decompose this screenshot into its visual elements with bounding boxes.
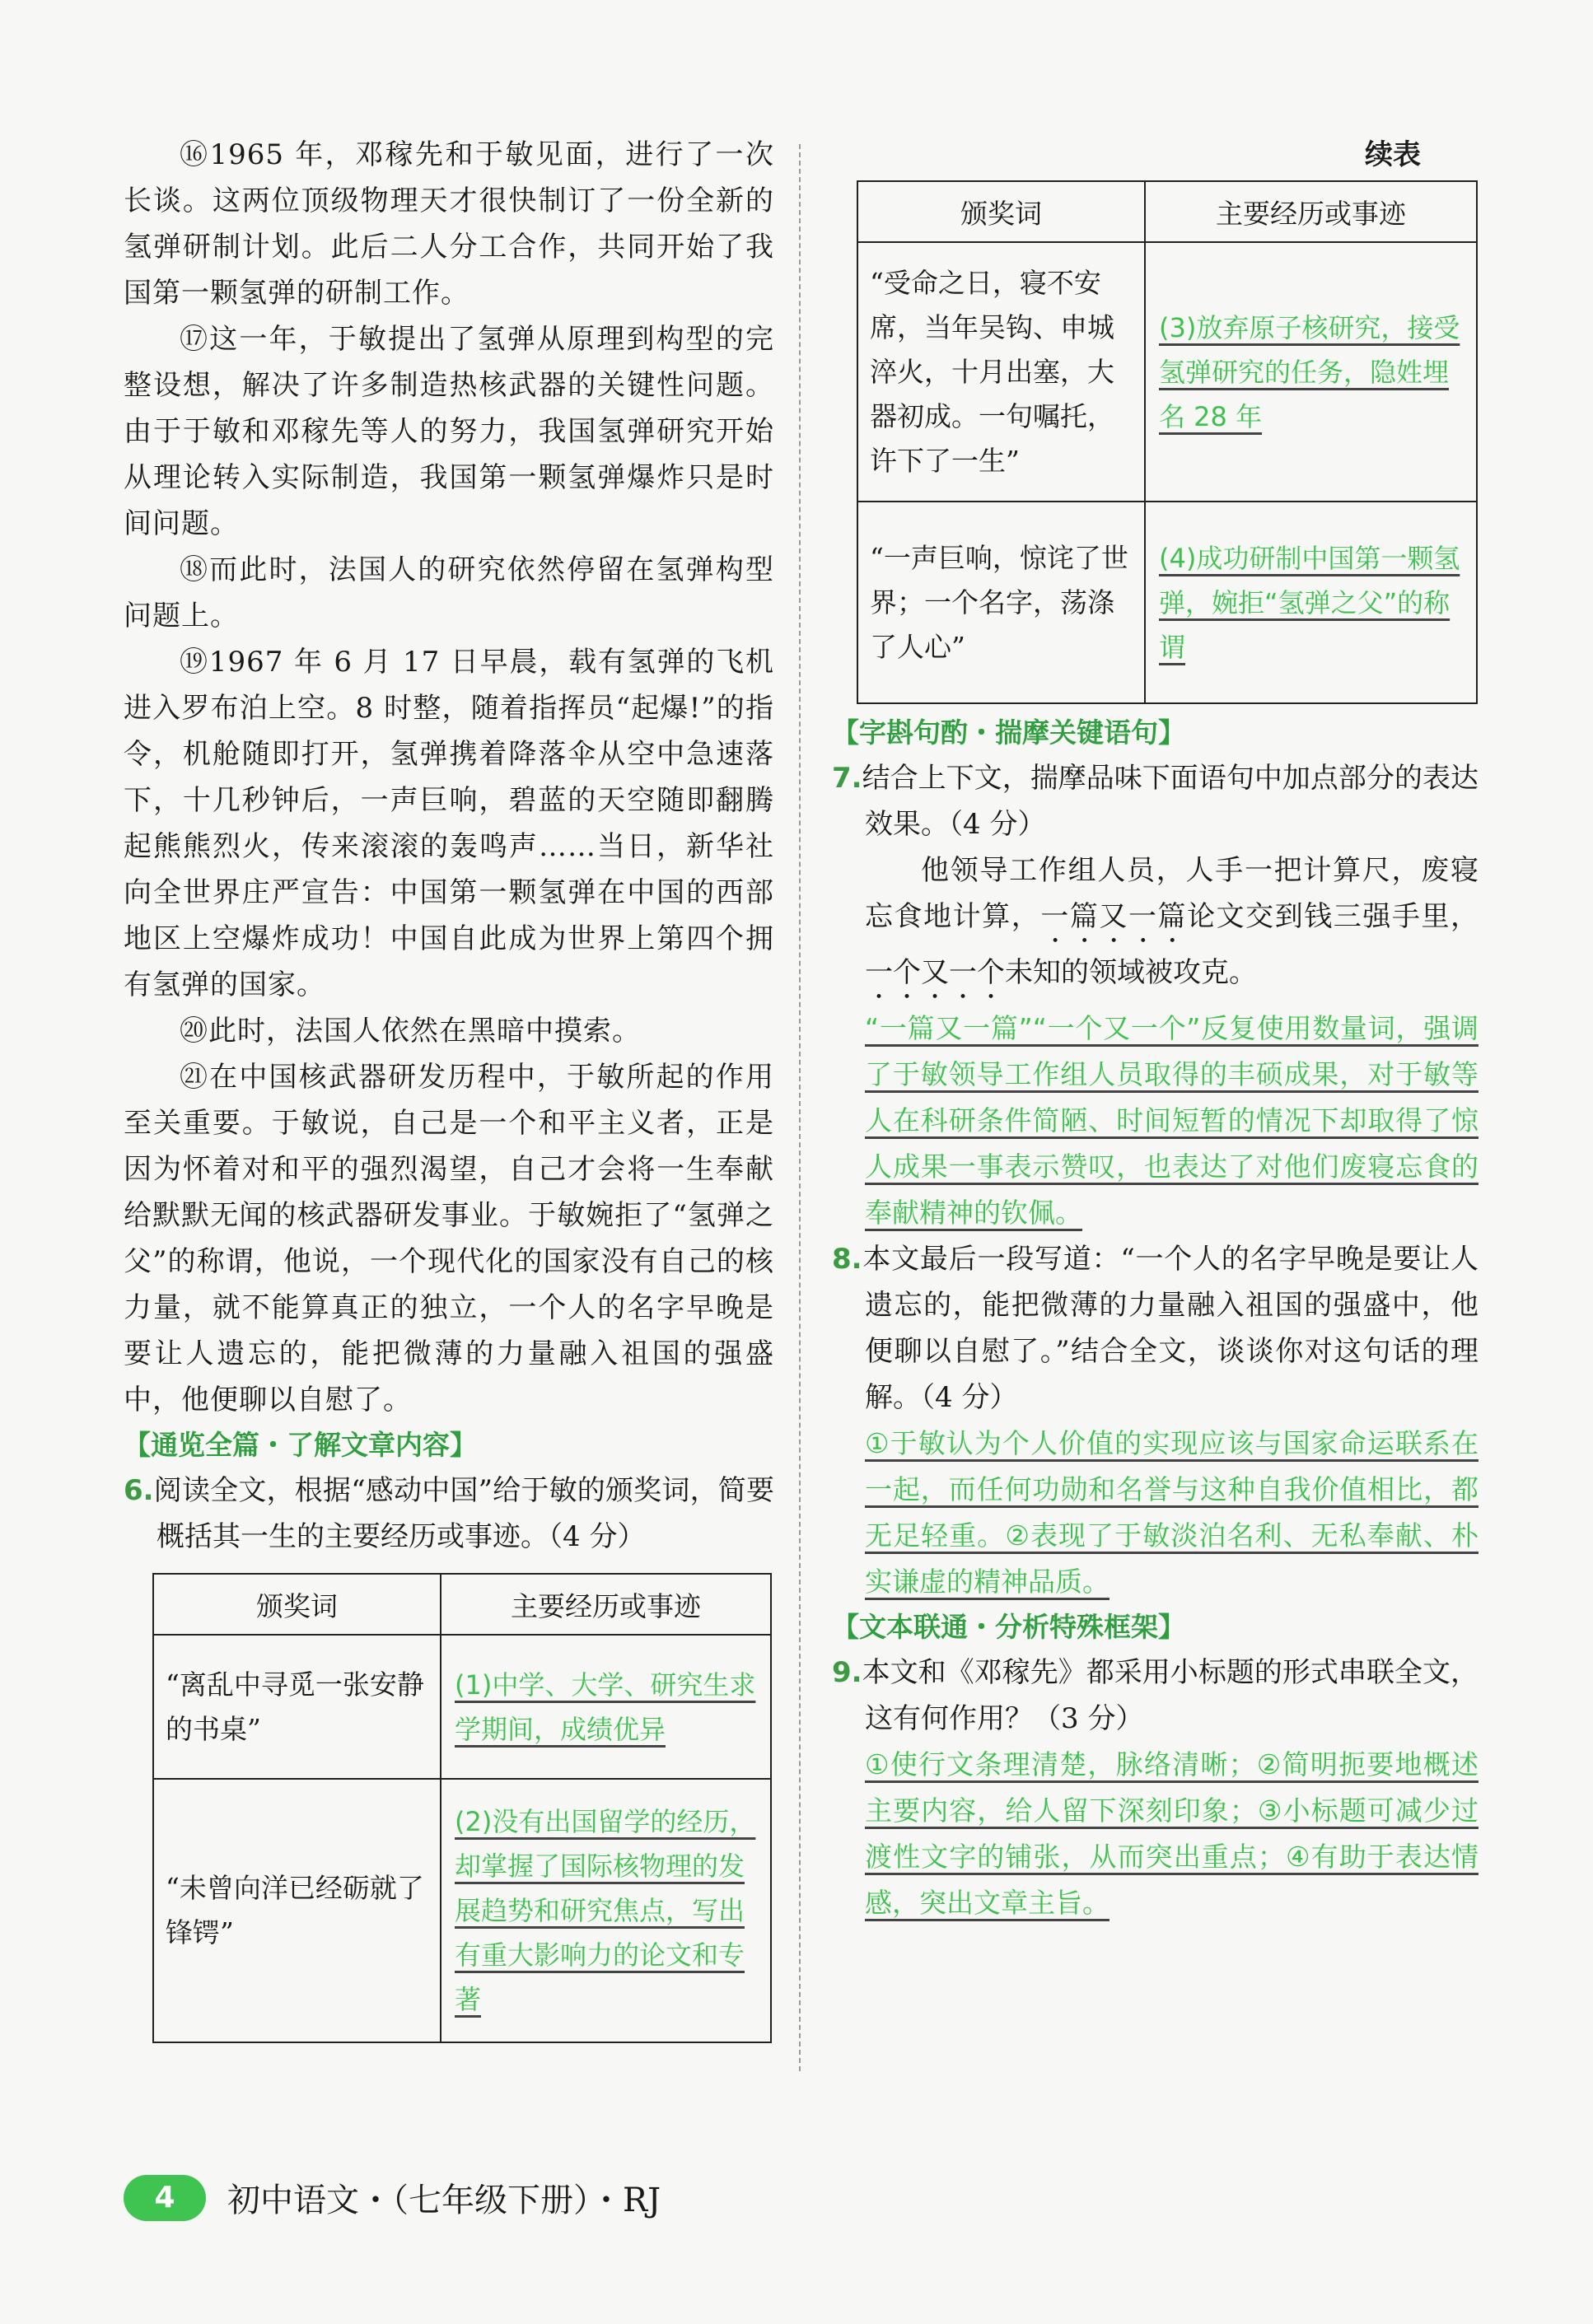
quote-text: 未知的领域被攻克。	[1005, 956, 1257, 989]
question-number: 8.	[832, 1243, 862, 1276]
section-heading-key-sentences: 【字斟句酌・揣摩关键语句】	[832, 716, 1185, 749]
question-text: 本文和《邓稼先》都采用小标题的形式串联全文，这有何作用？（3 分）	[862, 1656, 1479, 1735]
answer-text: (3)放弃原子核研究，接受氢弹研究的任务，隐姓埋名 28 年	[1159, 311, 1460, 432]
question-number: 9.	[832, 1656, 862, 1689]
answer-7: “一篇又一篇”“一个又一个”反复使用数量词，强调了于敏领导工作组人员取得的丰硕成果，对于敏等人在科研条件简陋、时间短暂的情况下却取得了惊人成果一事表示赞叹，也表达了对他们废寝忘食的奉献精神的钦佩。	[865, 1012, 1479, 1229]
section-heading-overview: 【通览全篇・了解文章内容】	[124, 1429, 477, 1461]
page-number-badge: 4	[124, 2175, 206, 2221]
quote-text: 论文交到钱三强手里，	[1187, 900, 1479, 933]
page-footer	[124, 2174, 661, 2221]
quoted-sentence	[865, 847, 1479, 1006]
left-column	[124, 132, 774, 2043]
dotted-phrase: 一个又一个	[865, 956, 1005, 989]
paragraph-16: ⑯1965 年，邓稼先和于敏见面，进行了一次长谈。这两位顶级物理天才很快制订了一份全新的氢弹研制计划。此后二人分工合作，共同开始了我国第一颗氢弹的研制工作。	[124, 138, 774, 310]
question-6	[124, 1468, 774, 1560]
award-words-cell: “未曾向洋已经砺就了锋锷”	[153, 1779, 441, 2042]
table-row	[857, 242, 1477, 502]
paragraph-17: ⑰这一年，于敏提出了氢弹从原理到构型的完整设想，解决了许多制造热核武器的关键性问题。由于于敏和邓稼先等人的努力，我国氢弹研究开始从理论转入实际制造，我国第一颗氢弹爆炸只是时间问题。	[124, 323, 774, 540]
answer-text: (2)没有出国留学的经历，却掌握了国际核物理的发展趋势和研究焦点，写出有重大影响力的论文和专著	[455, 1806, 756, 2015]
table-header-award-words: 颁奖词	[153, 1574, 441, 1635]
award-words-cell: “受命之日，寝不安席，当年吴钩、申城淬火，十月出塞，大器初成。一句嘱托，许下了一生”	[857, 242, 1145, 502]
deeds-cell	[1145, 242, 1477, 502]
award-words-cell: “离乱中寻觅一张安静的书桌”	[153, 1635, 441, 1779]
paragraph-18: ⑱而此时，法国人的研究依然停留在氢弹构型问题上。	[124, 553, 774, 632]
section-heading-framework: 【文本联通・分析特殊框架】	[832, 1611, 1185, 1643]
right-column	[832, 132, 1479, 1926]
table-header-deeds: 主要经历或事迹	[441, 1574, 771, 1635]
column-divider	[799, 144, 801, 2071]
book-title: 初中语文・（七年级下册）・RJ	[227, 2182, 661, 2219]
question-text: 阅读全文，根据“感动中国”给于敏的颁奖词，简要概括其一生的主要经历或事迹。（4 分）	[153, 1474, 774, 1553]
continued-table-title: 续表	[1365, 138, 1421, 171]
answer-9: ①使行文条理清楚，脉络清晰；②简明扼要地概述主要内容，给人留下深刻印象；③小标题可减少过渡性文字的铺张，从而突出重点；④有助于表达情感，突出文章主旨。	[865, 1748, 1479, 1919]
question-8	[832, 1236, 1479, 1421]
deeds-cell	[1145, 502, 1477, 703]
question-9	[832, 1650, 1479, 1742]
table-row	[153, 1779, 771, 2042]
quote-text: 他领导工作组人员，人手一把计算尺，废寝忘食地计算，	[865, 854, 1479, 933]
award-table	[152, 1573, 772, 2043]
paragraph-21: ㉑在中国核武器研发历程中，于敏所起的作用至关重要。于敏说，自己是一个和平主义者，正是因为怀着对和平的强烈渴望，自己才会将一生奉献给默默无闻的核武器研发事业。于敏婉拒了“氢弹之父”的称谓，他说，一个现代化的国家没有自己的核力量，就不能算真正的独立，一个人的名字早晚是要让人遗忘的，能把微薄的力量融入祖国的强盛中，他便聊以自慰了。	[124, 1061, 774, 1416]
question-number: 6.	[124, 1474, 154, 1507]
paragraph-20: ⑳此时，法国人依然在黑暗中摸索。	[180, 1015, 641, 1048]
table-header-award-words: 颁奖词	[857, 181, 1145, 242]
award-words-cell: “一声巨响，惊诧了世界；一个名字，荡涤了人心”	[857, 502, 1145, 703]
table-header-deeds: 主要经历或事迹	[1145, 181, 1477, 242]
dotted-phrase: 一篇又一篇	[1040, 900, 1188, 933]
answer-8: ①于敏认为个人价值的实现应该与国家命运联系在一起，而任何功勋和名誉与这种自我价值相比，都无足轻重。②表现了于敏淡泊名利、无私奉献、朴实谦虚的精神品质。	[865, 1427, 1479, 1598]
deeds-cell	[441, 1635, 771, 1779]
table-row	[153, 1635, 771, 1779]
table-row	[857, 502, 1477, 703]
deeds-cell	[441, 1779, 771, 2042]
award-table-continued	[857, 180, 1478, 704]
question-text: 本文最后一段写道：“一个人的名字早晚是要让人遗忘的，能把微薄的力量融入祖国的强盛中，他便聊以自慰了。”结合全文，谈谈你对这句话的理解。（4 分）	[862, 1243, 1479, 1414]
paragraph-19: ⑲1967 年 6 月 17 日早晨，载有氢弹的飞机进入罗布泊上空。8 时整，随着指挥员“起爆!”的指令，机舱随即打开，氢弹携着降落伞从空中急速落下，十几秒钟后，一声巨响，碧蓝的天空随即翻腾起熊熊烈火，传来滚滚的轰鸣声……当日，新华社向全世界庄严宣告：中国第一颗氢弹在中国的西部地区上空爆炸成功！中国自此成为世界上第四个拥有氢弹的国家。	[124, 646, 774, 1001]
question-text: 结合上下文，揣摩品味下面语句中加点部分的表达效果。（4 分）	[862, 762, 1479, 841]
answer-text: (4)成功研制中国第一颗氢弹，婉拒“氢弹之父”的称谓	[1159, 542, 1460, 663]
question-number: 7.	[832, 762, 862, 795]
answer-text: (1)中学、大学、研究生求学期间，成绩优异	[455, 1668, 756, 1745]
question-7	[832, 755, 1479, 847]
